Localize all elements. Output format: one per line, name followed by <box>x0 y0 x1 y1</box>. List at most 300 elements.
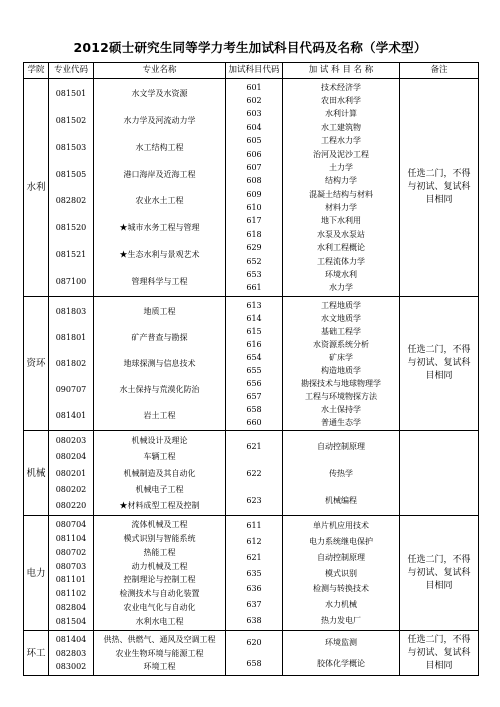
majors-list <box>49 633 93 674</box>
subjects-table <box>23 62 479 676</box>
majors-code-text: 080202 <box>55 484 87 494</box>
majors-code-text: 082804 <box>55 603 87 613</box>
major-code-cell <box>49 631 94 676</box>
list-item <box>49 601 93 615</box>
subjects-name-text: 单片机应用技术 <box>313 520 369 530</box>
list-item <box>226 518 282 534</box>
subjects-code-text: 601 <box>246 82 262 92</box>
subject-name-cell <box>283 79 400 297</box>
list-item <box>226 534 282 550</box>
major-name-cell <box>94 516 226 631</box>
majors-code-text: 080703 <box>55 561 87 571</box>
list-item <box>226 175 282 188</box>
list-item <box>94 135 225 162</box>
list-item <box>49 377 93 403</box>
majors-name-text: 地球探测与信息技术 <box>123 359 196 368</box>
subjects-name-text: 环境水利 <box>325 269 357 279</box>
list-item <box>49 108 93 135</box>
subjects-code-text: 656 <box>246 378 262 388</box>
majors-code-text: 081404 <box>55 634 87 644</box>
subjects-name-text: 普通生态学 <box>321 417 361 427</box>
list-item <box>94 633 225 647</box>
subjects-name-text: 水力机械 <box>325 600 357 610</box>
majors-list <box>49 518 93 629</box>
list-item <box>94 587 225 601</box>
list-item <box>226 201 282 214</box>
major-name-cell <box>94 297 226 431</box>
subjects-list <box>226 518 282 629</box>
majors-code-text: 082803 <box>55 648 87 658</box>
subjects-code-text: 616 <box>246 339 262 349</box>
list-item <box>94 242 225 269</box>
subjects-name-text: 热力发电厂 <box>321 616 361 626</box>
list-item <box>283 633 399 654</box>
list-item <box>49 433 93 449</box>
subjects-code-text: 607 <box>246 162 262 172</box>
subjects-name-text: 构造地质学 <box>321 365 361 375</box>
subjects-code-text: 618 <box>246 229 262 239</box>
list-item <box>283 255 399 268</box>
majors-code-text: 081501 <box>55 89 87 99</box>
subjects-code-text: 602 <box>246 96 262 106</box>
subject-code-cell <box>226 516 283 631</box>
majors-name-text: 农业生物环境与能源工程 <box>115 648 204 658</box>
subjects-code-text: 611 <box>246 520 262 530</box>
majors-name-text: 车辆工程 <box>143 452 176 462</box>
list-item <box>94 560 225 574</box>
list-item <box>49 351 93 377</box>
list-item <box>94 601 225 615</box>
list-item <box>283 242 399 255</box>
subjects-name-text: 水力学 <box>329 283 353 293</box>
list-item <box>226 228 282 241</box>
list-item <box>283 108 399 121</box>
remark-cell: 任选二门，不得与初试、复试科目相同 <box>400 79 479 297</box>
majors-name-text: 地质工程 <box>143 307 176 316</box>
list-item <box>283 312 399 325</box>
majors-name-text: ★材料成型工程及控制 <box>119 500 200 510</box>
majors-code-text: 081101 <box>55 575 87 585</box>
table-row <box>24 79 479 297</box>
list-item <box>94 482 225 498</box>
list-item <box>283 121 399 134</box>
subjects-name-text: 模式识别 <box>325 568 357 578</box>
list-item <box>226 312 282 325</box>
subjects-name-text: 水利工程概论 <box>317 243 365 253</box>
list-item <box>283 613 399 629</box>
list-item <box>226 351 282 364</box>
subjects-list <box>283 299 399 429</box>
list-item <box>226 81 282 94</box>
subjects-name-text: 机械编程 <box>325 495 357 505</box>
subjects-name-text: 水土保持学 <box>321 404 361 414</box>
college-cell: 机械 <box>24 431 49 516</box>
subjects-name-text: 水工建筑物 <box>321 122 361 132</box>
list-item <box>49 268 93 295</box>
list-item <box>49 574 93 588</box>
subjects-name-text: 检测与转换技术 <box>313 584 369 594</box>
list-item <box>49 615 93 629</box>
list-item <box>226 268 282 281</box>
subjects-code-text: 605 <box>246 136 262 146</box>
list-item <box>94 574 225 588</box>
majors-code-text: 081503 <box>55 142 87 152</box>
subject-name-cell <box>283 631 400 676</box>
subjects-code-text: 610 <box>246 203 262 213</box>
majors-code-text: 081505 <box>55 169 87 179</box>
header-major-code: 专业代码 <box>49 63 94 79</box>
list-item <box>283 188 399 201</box>
list-item <box>94 188 225 215</box>
major-code-cell <box>49 297 94 431</box>
majors-name-text: 动力机械及工程 <box>131 561 188 571</box>
majors-name-text: 矿产普查与勘探 <box>131 333 188 342</box>
list-item <box>226 282 282 295</box>
remark-cell: 任选二门，不得与初试、复试科目相同 <box>400 516 479 631</box>
majors-code-text: 080201 <box>55 468 87 478</box>
list-item <box>94 377 225 403</box>
subjects-list <box>226 633 282 674</box>
subjects-name-text: 结构力学 <box>325 176 357 186</box>
subjects-code-text: 608 <box>246 176 262 186</box>
majors-name-text: 农业电气化与自动化 <box>123 603 196 613</box>
list-item <box>94 403 225 429</box>
list-item <box>226 377 282 390</box>
subjects-list <box>226 81 282 295</box>
majors-name-text: ★城市水务工程与管理 <box>119 223 200 233</box>
subjects-name-text: 自动控制原理 <box>317 552 365 562</box>
subjects-name-text: 基础工程学 <box>321 326 361 336</box>
list-item <box>226 416 282 429</box>
list-item <box>49 482 93 498</box>
majors-code-text: 081801 <box>55 333 87 342</box>
subject-code-cell <box>226 79 283 297</box>
subject-code-cell <box>226 431 283 516</box>
subjects-code-text: 622 <box>246 468 262 478</box>
list-item <box>49 532 93 546</box>
list-item <box>283 175 399 188</box>
majors-code-text: 082802 <box>55 196 87 206</box>
subjects-name-text: 工程流体力学 <box>317 256 365 266</box>
majors-name-text: 机械设计及理论 <box>131 436 188 446</box>
subjects-code-text: 661 <box>246 283 262 293</box>
subjects-code-text: 658 <box>246 658 262 668</box>
subjects-name-text: 材料力学 <box>325 203 357 213</box>
subjects-list <box>226 433 282 514</box>
page-title: 2012硕士研究生同等学力考生加试科目代码及名称（学术型） <box>73 40 427 55</box>
majors-code-text: 081802 <box>55 359 87 368</box>
majors-code-text: 080702 <box>55 547 87 557</box>
list-item <box>94 498 225 514</box>
list-item <box>283 416 399 429</box>
majors-code-text: 081401 <box>55 411 87 420</box>
majors-code-text: 087100 <box>55 276 87 286</box>
list-item <box>226 148 282 161</box>
subjects-name-text: 水文地质学 <box>321 313 361 323</box>
list-item <box>49 299 93 325</box>
majors-code-text: 080704 <box>55 519 87 529</box>
list-item <box>94 215 225 242</box>
list-item <box>283 135 399 148</box>
majors-name-text: ★生态水利与景观艺术 <box>119 249 200 259</box>
majors-name-text: 机械电子工程 <box>135 484 184 494</box>
majors-list <box>94 518 225 629</box>
list-item <box>94 660 225 674</box>
list-item <box>94 351 225 377</box>
majors-code-text: 081521 <box>55 249 87 259</box>
subjects-code-text: 613 <box>246 300 262 310</box>
major-code-cell <box>49 79 94 297</box>
list-item <box>283 460 399 487</box>
subjects-name-text: 水泵及水泵站 <box>317 229 365 239</box>
list-item <box>283 654 399 675</box>
list-item <box>226 613 282 629</box>
list-item <box>283 228 399 241</box>
list-item <box>49 325 93 351</box>
major-code-cell <box>49 431 94 516</box>
college-cell: 水利 <box>24 79 49 297</box>
list-item <box>94 299 225 325</box>
subjects-code-text: 653 <box>246 269 262 279</box>
list-item <box>283 351 399 364</box>
majors-name-text: 岩土工程 <box>143 411 176 420</box>
list-item <box>283 201 399 214</box>
subjects-list <box>283 633 399 674</box>
subjects-name-text: 勘探技术与地球物理学 <box>301 378 381 388</box>
subjects-code-text: 621 <box>246 552 262 562</box>
list-item <box>94 161 225 188</box>
majors-code-text: 081502 <box>55 116 87 126</box>
list-item <box>94 546 225 560</box>
subject-code-cell <box>226 631 283 676</box>
list-item <box>49 660 93 674</box>
majors-code-text: 080220 <box>55 500 87 510</box>
table-header-row <box>24 63 479 79</box>
list-item <box>226 566 282 582</box>
list-item <box>94 518 225 532</box>
list-item <box>226 215 282 228</box>
majors-name-text: 水文学及水资源 <box>131 89 188 99</box>
list-item <box>283 148 399 161</box>
subject-name-cell <box>283 431 400 516</box>
list-item <box>49 647 93 661</box>
majors-code-text: 081104 <box>55 533 87 543</box>
list-item <box>94 615 225 629</box>
list-item <box>283 215 399 228</box>
majors-code-text: 083002 <box>55 662 87 672</box>
list-item <box>226 255 282 268</box>
subjects-name-text: 电力系统继电保护 <box>309 536 373 546</box>
list-item <box>226 390 282 403</box>
majors-name-text: 环境工程 <box>143 662 176 672</box>
list-item <box>283 81 399 94</box>
list-item <box>283 534 399 550</box>
table-row <box>24 431 479 516</box>
majors-list <box>49 81 93 295</box>
header-remark: 备注 <box>400 63 479 79</box>
subjects-code-text: 617 <box>246 216 262 226</box>
list-item <box>49 188 93 215</box>
list-item <box>226 94 282 107</box>
list-item <box>94 532 225 546</box>
list-item <box>49 587 93 601</box>
majors-code-text: 081504 <box>55 617 87 627</box>
list-item <box>49 560 93 574</box>
subjects-list <box>283 518 399 629</box>
list-item <box>283 94 399 107</box>
list-item <box>49 465 93 481</box>
list-item <box>49 403 93 429</box>
list-item <box>283 268 399 281</box>
majors-name-text: 供热、供燃气、通风及空调工程 <box>103 634 216 644</box>
header-major-name: 专业名称 <box>94 63 226 79</box>
subjects-code-text: 604 <box>246 122 262 132</box>
majors-code-text: 081102 <box>55 589 87 599</box>
list-item <box>283 161 399 174</box>
list-item <box>226 487 282 514</box>
list-item <box>49 633 93 647</box>
major-name-cell <box>94 431 226 516</box>
majors-list <box>94 433 225 514</box>
subjects-code-text: 658 <box>246 404 262 414</box>
list-item <box>226 403 282 416</box>
header-college: 学院 <box>24 63 49 79</box>
subjects-code-text: 612 <box>246 536 262 546</box>
list-item <box>226 364 282 377</box>
subjects-code-text: 654 <box>246 352 262 362</box>
list-item <box>283 597 399 613</box>
subjects-code-text: 655 <box>246 365 262 375</box>
subjects-list <box>283 433 399 514</box>
list-item <box>49 449 93 465</box>
list-item <box>49 242 93 269</box>
subjects-code-text: 635 <box>246 568 262 578</box>
subjects-name-text: 矿床学 <box>329 352 353 362</box>
list-item <box>49 215 93 242</box>
list-item <box>226 633 282 654</box>
subjects-name-text: 工程地质学 <box>321 300 361 310</box>
majors-list <box>94 81 225 295</box>
list-item <box>49 135 93 162</box>
list-item <box>226 161 282 174</box>
list-item <box>226 242 282 255</box>
list-item <box>226 460 282 487</box>
subjects-code-text: 638 <box>246 616 262 626</box>
list-item <box>283 518 399 534</box>
subjects-code-text: 609 <box>246 189 262 199</box>
subjects-code-text: 606 <box>246 149 262 159</box>
remark-cell: 任选二门，不得与初试、复试科目相同 <box>400 297 479 431</box>
list-item <box>226 135 282 148</box>
list-item <box>49 498 93 514</box>
subjects-code-text: 615 <box>246 326 262 336</box>
majors-list <box>94 299 225 429</box>
list-item <box>283 487 399 514</box>
majors-code-text: 080204 <box>55 452 87 462</box>
subjects-code-text: 614 <box>246 313 262 323</box>
subjects-name-text: 治河及泥沙工程 <box>313 149 369 159</box>
list-item <box>49 81 93 108</box>
subjects-name-text: 胶体化学概论 <box>317 658 365 668</box>
subjects-name-text: 环境监测 <box>325 638 357 648</box>
majors-name-text: 流体机械及工程 <box>131 519 188 529</box>
college-cell: 电力 <box>24 516 49 631</box>
majors-name-text: 热能工程 <box>143 547 176 557</box>
college-cell: 资环 <box>24 297 49 431</box>
subjects-code-text: 623 <box>246 495 262 505</box>
subjects-name-text: 自动控制原理 <box>317 441 365 451</box>
majors-list <box>94 633 225 674</box>
subjects-code-text: 629 <box>246 243 262 253</box>
majors-name-text: 模式识别与智能系统 <box>123 533 196 543</box>
majors-list <box>49 299 93 429</box>
table-row <box>24 631 479 676</box>
subjects-code-text: 652 <box>246 256 262 266</box>
header-subject-code: 加试科目代码 <box>226 63 283 79</box>
list-item <box>226 188 282 201</box>
subjects-list <box>283 81 399 295</box>
subject-code-cell <box>226 297 283 431</box>
header-subject-name: 加 试 科 目 名 称 <box>283 63 400 79</box>
list-item <box>283 566 399 582</box>
table-row <box>24 297 479 431</box>
subjects-code-text: 636 <box>246 584 262 594</box>
list-item <box>94 268 225 295</box>
majors-code-text: 090707 <box>55 385 87 394</box>
subjects-name-text: 技术经济学 <box>321 82 361 92</box>
list-item <box>49 161 93 188</box>
list-item <box>283 325 399 338</box>
list-item <box>49 546 93 560</box>
majors-list <box>49 433 93 514</box>
majors-name-text: 水工结构工程 <box>135 142 184 152</box>
subjects-name-text: 农田水利学 <box>321 96 361 106</box>
majors-name-text: 管理科学与工程 <box>131 276 188 286</box>
college-cell: 环工 <box>24 631 49 676</box>
subjects-code-text: 603 <box>246 109 262 119</box>
majors-code-text: 081520 <box>55 223 87 233</box>
list-item <box>283 581 399 597</box>
subjects-code-text: 657 <box>246 391 262 401</box>
majors-name-text: 检测技术与自动化装置 <box>119 589 200 599</box>
subjects-name-text: 混凝土结构与材料 <box>309 189 373 199</box>
list-item <box>226 299 282 312</box>
subjects-name-text: 工程水力学 <box>321 136 361 146</box>
subjects-name-text: 水利计算 <box>325 109 357 119</box>
list-item <box>94 449 225 465</box>
list-item <box>283 377 399 390</box>
list-item <box>226 654 282 675</box>
subjects-name-text: 土力学 <box>329 162 353 172</box>
list-item <box>94 433 225 449</box>
list-item <box>283 433 399 460</box>
table-row <box>24 516 479 631</box>
majors-name-text: 港口海岸及近海工程 <box>123 169 196 179</box>
list-item <box>226 581 282 597</box>
list-item <box>283 550 399 566</box>
majors-name-text: 机械制造及其自动化 <box>123 468 196 478</box>
list-item <box>226 338 282 351</box>
list-item <box>226 108 282 121</box>
list-item <box>283 403 399 416</box>
subjects-name-text: 地下水利用 <box>321 216 361 226</box>
subjects-code-text: 637 <box>246 600 262 610</box>
subject-name-cell <box>283 297 400 431</box>
majors-name-text: 水利水电工程 <box>135 617 184 627</box>
subjects-name-text: 传热学 <box>329 468 353 478</box>
majors-name-text: 水土保持与荒漠化防治 <box>119 385 200 394</box>
list-item <box>49 518 93 532</box>
